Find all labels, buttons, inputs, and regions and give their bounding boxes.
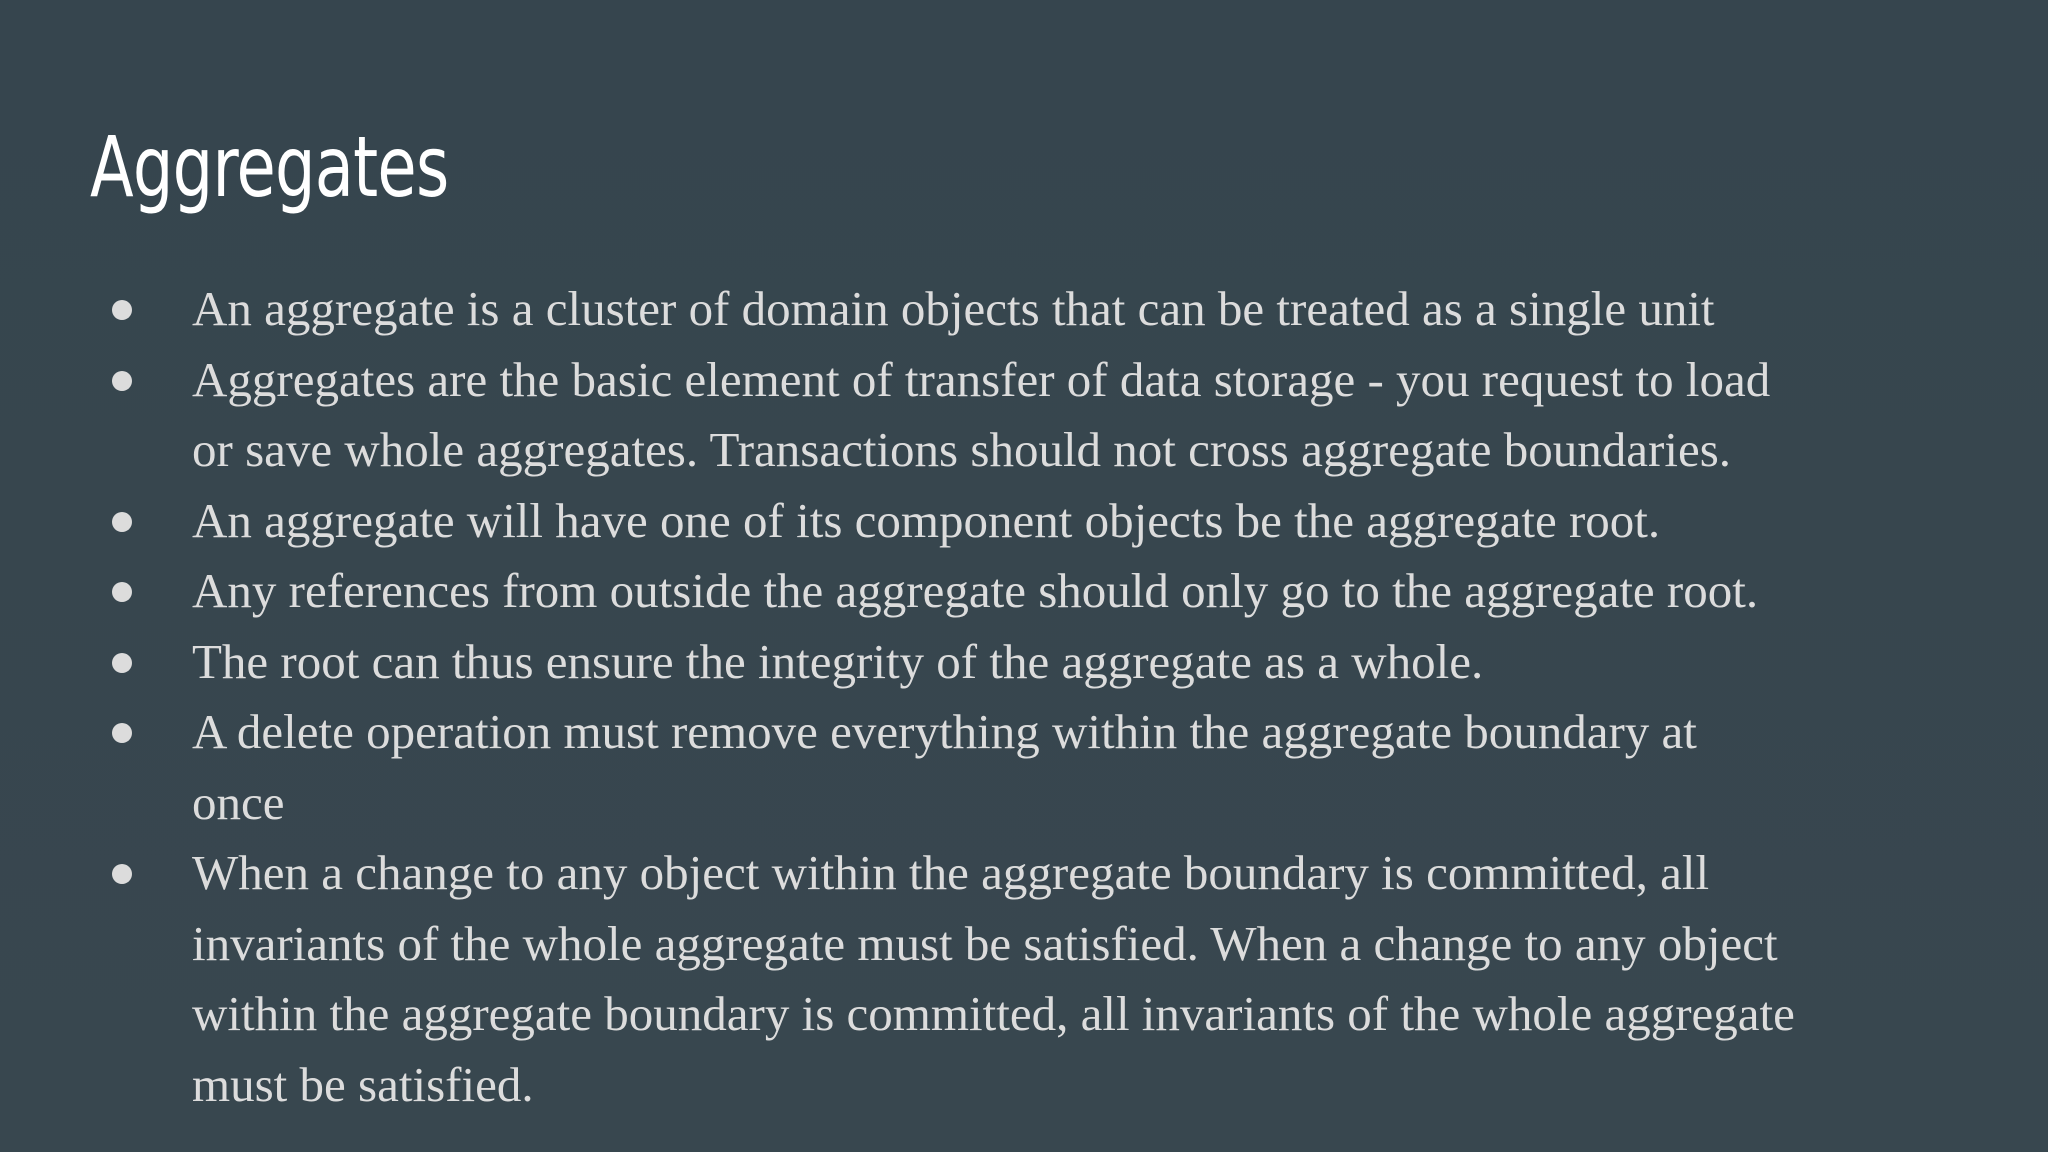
bullet-dot-icon: [112, 300, 132, 320]
bullet-dot-icon: [112, 723, 132, 743]
bullet-text-line: invariants of the whole aggregate must be satisfied. When a change to any object: [192, 915, 1778, 971]
bullet-dot-icon: [112, 512, 132, 532]
bullet-item: [110, 838, 2010, 1120]
bullet-list: [110, 274, 2010, 1120]
bullet-item: [110, 486, 2010, 557]
bullet-item: [110, 274, 2010, 345]
bullet-text-line: Aggregates are the basic element of transfer of data storage - you request to load: [192, 351, 1771, 407]
bullet-text-line: A delete operation must remove everything within the aggregate boundary at: [192, 704, 1697, 759]
bullet-text-line: must be satisfied.: [192, 1056, 534, 1112]
bullet-item: [110, 345, 2010, 486]
bullet-dot-icon: [112, 864, 132, 884]
bullet-text-line: Any references from outside the aggregate should only go to the aggregate root.: [192, 563, 1759, 618]
bullet-text-line: The root can thus ensure the integrity of the aggregate as a whole.: [192, 633, 1484, 689]
bullet-text-line: An aggregate is a cluster of domain objects that can be treated as a single unit: [192, 281, 1715, 336]
bullet-text-line: within the aggregate boundary is committed, all invariants of the whole aggregate: [192, 986, 1795, 1041]
bullet-text-line: once: [192, 774, 285, 830]
bullet-item: [110, 556, 2010, 627]
slide-title: Aggregates: [90, 118, 449, 216]
bullet-text-line: An aggregate will have one of its component objects be the aggregate root.: [192, 492, 1661, 548]
bullet-item: [110, 697, 2010, 838]
bullet-dot-icon: [112, 653, 132, 673]
bullet-text-line: When a change to any object within the aggregate boundary is committed, all: [192, 845, 1710, 900]
bullet-item: [110, 627, 2010, 698]
bullet-text-line: or save whole aggregates. Transactions should not cross aggregate boundaries.: [192, 422, 1732, 477]
bullet-dot-icon: [112, 582, 132, 602]
bullet-dot-icon: [112, 371, 132, 391]
